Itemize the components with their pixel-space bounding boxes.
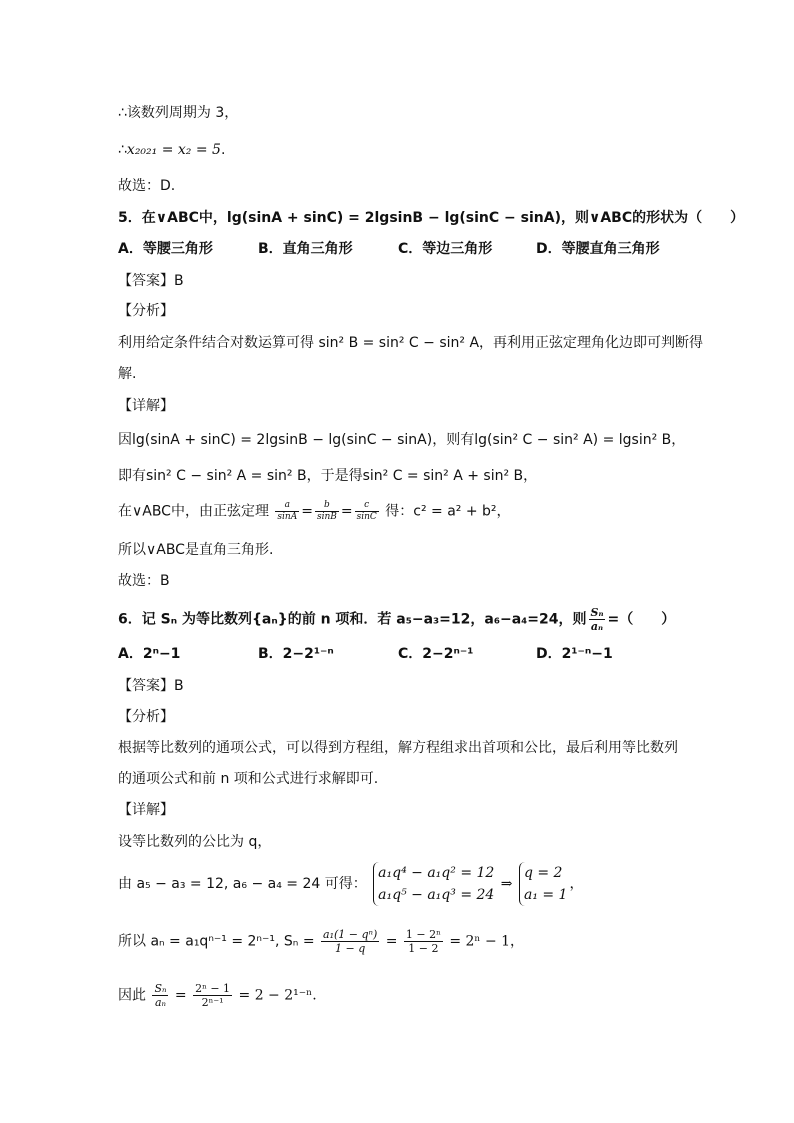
q5-stem: 5．在∨ABC中，lg(sinA + sinC) = 2lgsinB − lg(sinC − sinA)，则∨ABC的形状为（ ）: [118, 210, 745, 226]
q5-sine-law-suffix: 得：c² = a² + b²，: [385, 503, 511, 520]
therefore-symbol: ∴: [118, 142, 127, 158]
period-conclusion: ∴该数列周期为 3，: [118, 105, 239, 121]
fraction-sum-formula: $\frac{\text{a₁(1 − qⁿ)}}{1 - q}$: [323, 928, 378, 955]
q5-detail-line-2: 即有sin² C − sin² A = sin² B，于是得sin² C = sin² A + sin² B，: [118, 468, 538, 484]
q6-detail-line-1: 设等比数列的公比为 q，: [118, 834, 272, 850]
q6-general-term: 所以 aₙ = a₁qⁿ⁻¹ = 2ⁿ⁻¹, Sₙ =: [118, 933, 315, 950]
q5-option-d: D．等腰直角三角形: [536, 241, 660, 257]
q5-answer: 【答案】B: [118, 273, 184, 289]
q6-option-d: D．2¹⁻ⁿ−1: [536, 646, 613, 662]
q6-answer: 【答案】B: [118, 678, 184, 694]
q6-stem-suffix: =（ ）: [607, 611, 676, 628]
q6-detail-line-4: 因此 $\frac{\text{Sₙ}}{\text{aₙ}}$ = $\frac{\text{2ⁿ − 1}}{\text{2ⁿ⁻¹}}$ = 2 − 2¹⁻ⁿ.: [118, 982, 317, 1009]
equation-system-2: q = 2 a₁ = 1: [519, 862, 568, 906]
fraction-sn-an: $\frac{\text{Sₙ}}{\text{aₙ}}$: [590, 606, 604, 633]
q5-choice: 故选：B: [118, 573, 170, 589]
q6-option-c: C．2−2ⁿ⁻¹: [398, 646, 474, 662]
fraction-a-sina: $\frac{a}{\sin A}$: [277, 500, 298, 522]
equation-system-1: a₁q⁴ − a₁q² = 12 a₁q⁵ − a₁q³ = 24: [373, 862, 494, 906]
q5-option-a: A．等腰三角形: [118, 241, 213, 257]
q5-detail-line-3: 在∨ABC中，由正弦定理 $\frac{a}{\sin A}$ = $\frac{b}{\sin B}$ = $\frac{c}{\sin C}$ 得：c² = a² + b²，: [118, 500, 511, 522]
q6-final-result: = 2 − 2¹⁻ⁿ.: [238, 987, 317, 1004]
q5-detail-line-4: 所以∨ABC是直角三角形.: [118, 542, 274, 558]
q6-analysis-line-2: 的通项公式和前 n 项和公式进行求解即可.: [118, 771, 379, 787]
q5-analysis-line-1: 利用给定条件结合对数运算可得 sin² B = sin² C − sin² A，再利用正弦定理角化边即可判断得: [118, 335, 704, 351]
fraction-sn-over-an: $\frac{\text{Sₙ}}{\text{aₙ}}$: [154, 982, 167, 1009]
q5-sine-law-prefix: 在∨ABC中，由正弦定理: [118, 503, 269, 520]
q5-option-c: C．等边三角形: [398, 241, 493, 257]
sequence-value-formula: x₂₀₂₁ = x₂ = 5: [126, 142, 221, 158]
fraction-sum-value: $\frac{\text{1 − 2ⁿ}}{1 - 2}$: [405, 928, 441, 955]
q5-analysis-heading: 【分析】: [118, 303, 174, 319]
q6-detail-line-2: 由 a₅ − a₃ = 12, a₆ − a₄ = 24 可得： a₁q⁴ − a₁q² = 12 a₁q⁵ − a₁q³ = 24 ⇒ q = 2 a₁ = 1 ，: [118, 862, 583, 906]
q6-detail-line-3: 所以 aₙ = a₁qⁿ⁻¹ = 2ⁿ⁻¹, Sₙ = $\frac{\text{a₁(1 − qⁿ)}}{1 - q}$ = $\frac{\text{1 − 2ⁿ}}{1 - 2}$ = 2ⁿ − 1，: [118, 928, 525, 955]
q6-stem: [118, 606, 675, 633]
q5-analysis-line-2: 解.: [118, 366, 137, 382]
q6-option-b: B．2−2¹⁻ⁿ: [258, 646, 334, 662]
q6-detail-heading: 【详解】: [118, 802, 174, 818]
fraction-ratio-value: $\frac{\text{2ⁿ − 1}}{\text{2ⁿ⁻¹}}$: [195, 982, 231, 1009]
sequence-value-line: ∴x₂₀₂₁ = x₂ = 5.: [118, 142, 226, 158]
q6-sum-result: = 2ⁿ − 1，: [449, 933, 525, 950]
implies-arrow: ⇒: [500, 876, 513, 892]
q5-detail-line-1: 因lg(sinA + sinC) = 2lgsinB − lg(sinC − sinA)，则有lg(sin² C − sin² A) = lgsin² B，: [118, 432, 686, 448]
q6-hence-prefix: 因此: [118, 987, 146, 1004]
q6-system-prefix: 由 a₅ − a₃ = 12, a₆ − a₄ = 24 可得：: [118, 876, 367, 892]
q5-option-b: B．直角三角形: [258, 241, 353, 257]
fraction-b-sinb: $\frac{b}{\sin B}$: [316, 500, 337, 522]
q6-stem-prefix: 6．记 Sₙ 为等比数列{aₙ}的前 n 项和．若 a₅−a₃=12，a₆−a₄=24，则: [118, 611, 587, 628]
q5-detail-heading: 【详解】: [118, 398, 174, 414]
q6-option-a: A．2ⁿ−1: [118, 646, 181, 662]
fraction-c-sinc: $\frac{c}{\sin C}$: [356, 500, 377, 522]
prev-choice: 故选：D.: [118, 178, 176, 194]
q6-analysis-line-1: 根据等比数列的通项公式，可以得到方程组，解方程组求出首项和公比，最后利用等比数列: [118, 740, 678, 756]
q6-analysis-heading: 【分析】: [118, 709, 174, 725]
